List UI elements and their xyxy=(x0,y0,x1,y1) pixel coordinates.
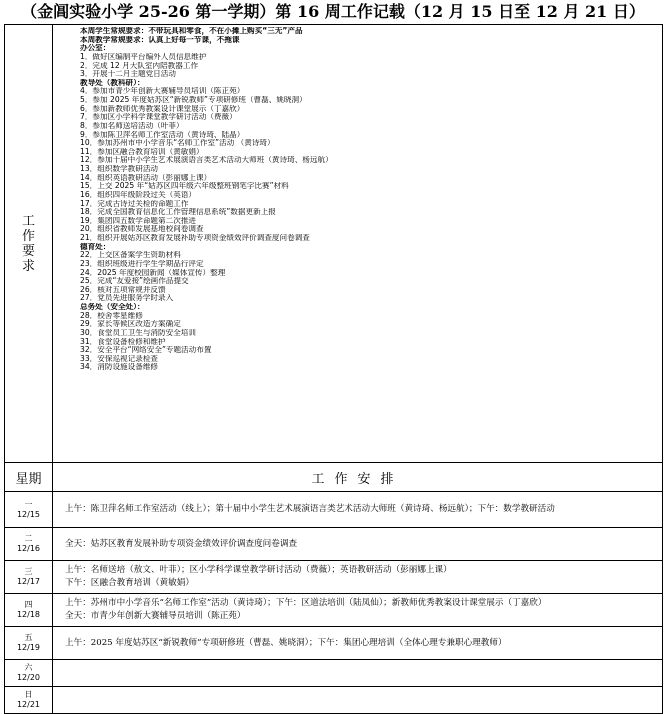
day-row xyxy=(5,594,663,627)
requirement-item: 29．家长等候区改造方案确定 xyxy=(80,320,181,329)
schedule-cell xyxy=(53,528,663,561)
schedule-line: 上午：陈卫萍名师工作室活动（线上）；第十届中小学生艺术展演语言类艺术活动大师班（黄诗琦、杨远航）；下午：数学教研活动 xyxy=(65,504,555,514)
day-row xyxy=(5,528,663,561)
requirement-item: 30．食堂员工卫生与消防安全培训 xyxy=(80,328,196,337)
date-label: 12/20 xyxy=(16,673,41,682)
schedule-line: 上午：2025 年度姑苏区“新锐教师”专项研修班（曹磊、姚晓洞）；下午：集团心理培训（全体心理专兼职心理教师） xyxy=(65,637,507,648)
day-cell xyxy=(5,660,53,687)
requirement-item: 7．参加区小学科学课堂教学研讨活动（费薇） xyxy=(80,113,237,122)
date-label: 12/21 xyxy=(16,700,41,709)
day-row xyxy=(5,627,663,660)
schedule-line: 下午：区融合教育培训（黄敏娟） xyxy=(65,578,194,588)
day-row xyxy=(5,687,663,714)
weekday-label: 日 xyxy=(24,690,33,699)
weekday-label: 五 xyxy=(24,633,33,642)
requirement-item: 24．2025 年度校园新闻（媒体宣传）整理 xyxy=(80,268,226,277)
requirement-item: 31．食堂设备检修和维护 xyxy=(80,337,166,346)
requirement-item: 32．安全平台“网络安全”专题活动布置 xyxy=(80,346,212,355)
requirement-item: 26．核对五项常规并反馈 xyxy=(80,285,166,294)
date-label: 12/17 xyxy=(16,577,41,586)
section-heading: 本周学生常规要求：不带玩具和零食，不在小摊上购买“三无”产品 xyxy=(80,27,303,35)
weekday-label: 四 xyxy=(24,600,33,609)
requirement-item: 25．完成“友爱接”绘画作品提交 xyxy=(80,277,189,286)
section-heading: 办公室： xyxy=(80,44,111,53)
day-cell xyxy=(5,627,53,660)
date-label: 12/16 xyxy=(16,544,41,553)
requirement-item: 14．组织英语教研活动（彭丽娜上课） xyxy=(80,173,212,182)
requirement-item: 18．完成全国教育信息化工作管理信息系统”数据更新上报 xyxy=(80,208,276,217)
schedule-header: 工作安排 xyxy=(53,463,663,492)
requirements-content xyxy=(53,25,663,463)
section-heading: 总务处（安全处）： xyxy=(80,303,145,311)
day-cell xyxy=(5,492,53,528)
requirement-item: 34．消防设施设备维修 xyxy=(80,363,159,372)
requirements-label: 工作要求 xyxy=(21,213,35,274)
requirement-item: 21．组织开展姑苏区教育发展补助专项资金绩效评价调查度问卷调查 xyxy=(80,234,310,242)
schedule-line: 上午：苏州市中小学音乐“名师工作室”活动（黄诗琦）；下午：区道法培训（陆凤仙）；新教师优秀教案设计课堂展示（丁嘉欣） xyxy=(65,598,547,608)
requirement-item: 9．参加陈卫萍名师工作室活动（黄诗琦、陆晶） xyxy=(80,130,245,139)
weekday-label: 六 xyxy=(24,663,33,672)
date-label: 12/15 xyxy=(16,509,41,519)
requirement-item: 20．组织省教师发展基地校间卷调查 xyxy=(80,225,204,234)
weekday-label: 二 xyxy=(24,534,33,543)
day-row xyxy=(5,561,663,594)
requirement-item: 12．参加十届中小学生艺术展演语言类艺术活动大师班（黄诗琦、杨远航） xyxy=(80,156,333,165)
requirement-item: 28．校舍零星维修 xyxy=(80,311,143,320)
page-title: （金阊实验小学 25-26 第一学期）第 16 周工作记载（12 月 15 日至 12 月 21 日） xyxy=(21,2,645,21)
requirement-item: 23．组织班级进行学生学期品行评定 xyxy=(80,259,204,268)
requirement-item: 22．上交区备案学生资助材料 xyxy=(80,251,181,260)
requirement-item: 17．完成古诗过关检的命题工作 xyxy=(80,199,189,208)
day-cell xyxy=(5,561,53,594)
date-label: 12/18 xyxy=(16,610,41,619)
day-cell xyxy=(5,594,53,627)
requirement-item: 27．党员先进服务学时录入 xyxy=(80,294,174,303)
requirement-item: 11．参加区融合教育培训（黄敏娟） xyxy=(80,147,204,156)
date-label: 12/19 xyxy=(16,643,41,652)
weekday-label: 三 xyxy=(24,567,33,576)
requirement-item: 13．组织数学教研活动 xyxy=(80,165,159,173)
section-heading: 本周教学常规要求：认真上好每一节课，不拖课 xyxy=(80,35,240,44)
requirement-item: 1．做好区编制平台编外人员信息维护 xyxy=(80,52,207,61)
requirement-item: 4．参加市青少年创新大赛辅导员培训（陈正苑） xyxy=(80,87,245,96)
section-heading: 教导处（教科研）： xyxy=(80,78,145,87)
requirement-item: 5．参加 2025 年度姑苏区“新锐教师”专项研修班（曹磊、姚晓洞） xyxy=(80,96,307,104)
requirement-item: 16．组织四年级阶段过关（英语） xyxy=(80,190,196,199)
schedule-cell xyxy=(53,687,663,714)
schedule-line: 全天：姑苏区教育发展补助专项资金绩效评价调查度问卷调查 xyxy=(65,538,298,549)
day-cell xyxy=(5,528,53,561)
weekly-work-table xyxy=(4,24,663,714)
day-cell xyxy=(5,687,53,714)
schedule-cell xyxy=(53,492,663,528)
schedule-cell xyxy=(53,594,663,627)
schedule-line: 全天：市青少年创新大赛辅导员培训（陈正苑） xyxy=(65,611,246,621)
weekday-header: 星期 xyxy=(5,463,53,492)
section-heading: 德育处： xyxy=(80,242,111,251)
requirement-item: 6．参加新教师优秀教案设计课堂展示（丁嘉欣） xyxy=(80,104,245,113)
day-row xyxy=(5,492,663,528)
requirement-item: 2．完成 12 月大队室内陪教器工作 xyxy=(80,61,199,70)
requirement-item: 19．集团四五数学命题第二次推进 xyxy=(80,216,196,225)
requirement-item: 15．上交 2025 年“姑苏区四年级六年级整班钢笔字比赛”材料 xyxy=(80,182,289,191)
schedule-line: 上午：名师送培（敖文、叶菲）；区小学科学课堂教学研讨活动（费薇）；英语教研活动（彭丽娜上课） xyxy=(65,565,452,575)
weekday-label: 一 xyxy=(24,499,33,509)
schedule-cell xyxy=(53,627,663,660)
requirement-item: 3．开展十二月主题党日活动 xyxy=(80,70,176,79)
schedule-cell xyxy=(53,660,663,687)
requirements-label-cell xyxy=(5,25,53,463)
schedule-cell xyxy=(53,561,663,594)
requirement-item: 8．参加名师送培活动（叶菲） xyxy=(80,121,184,130)
requirement-item: 10．参加苏州市中小学音乐“名师工作室”活动 （黄诗琦） xyxy=(80,139,275,148)
day-row xyxy=(5,660,663,687)
requirement-item: 33．安保巡视记录检查 xyxy=(80,354,159,363)
